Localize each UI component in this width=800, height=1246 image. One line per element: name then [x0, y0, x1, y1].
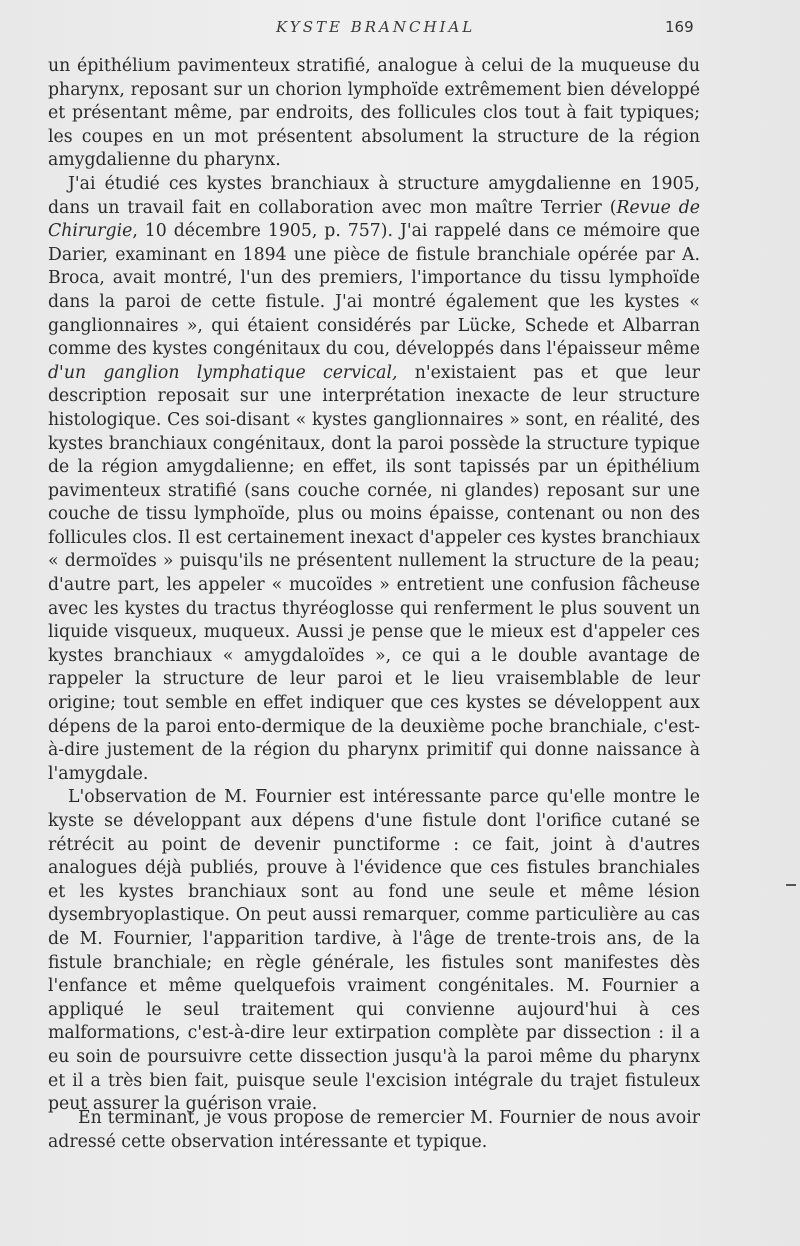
page-number: 169	[665, 18, 694, 36]
journal-citation: Revue de Chirurgie	[48, 197, 700, 242]
paragraph-3: L'observation de M. Fournier est intéressante parce qu'elle montre le kyste se développant aux dépens d'une fistule dont l'orifice cutané se rétrécit au point de devenir punctiforme : ce fait, joint à d'autres analogues déjà publiés, prouve à l'évidence que ces fistules branchiales et les kystes branchiaux sont au fond une seule et même lésion dysembryoplastique. On peut aussi remarquer, comme particulière au cas de M. Fournier, l'apparition tardive, à l'âge de trente-trois ans, de la fistule branchiale; en règle générale, les fistules sont manifestes dès l'enfance et même quelquefois vraiment congénitales. M. Fournier a appliqué le seul traitement qui convienne aujourd'hui à ces malformations, c'est-à-dire leur extirpation complète par dissection : il a eu soin de poursuivre cette dissection jusqu'à la paroi même du pharynx et il a très bien fait, puisque seule l'excision intégrale du trajet fistuleux peut assurer la guérison vraie.	[48, 787, 700, 1115]
emphasis-ganglion: d'un ganglion lymphatique cervical,	[48, 362, 398, 383]
paragraph-2-part-1: J'ai étudié ces kystes branchiaux à structure amygdalienne en 1905, dans un travail fait en collaboration avec mon maître Terrier (	[48, 173, 700, 218]
paragraph-2	[48, 173, 700, 786]
page-header	[0, 18, 800, 42]
paragraph-2-part-2: , 10 décembre 1905, p. 757). J'ai rappelé dans ce mémoire que Darier, examinant en 1894 une pièce de fistule branchiale opérée par A. Broca, avait montré, l'un des premiers, l'importance du tissu lymphoïde dans la paroi de cette fistule. J'ai montré également que les kystes « ganglionnaires », qui étaient considérés par Lücke, Schede et Albarran comme des kystes congénitaux du cou, développés dans l'épaisseur même	[48, 221, 700, 360]
main-text	[48, 55, 700, 1117]
paragraph-2-part-3: n'existaient pas et que leur description reposait sur une interprétation inexacte de leur structure histologique. Ces soi-disant « kystes ganglionnaires » sont, en réalité, des kystes branchiaux congénitaux, dont la paroi possède la structure typique de la région amygdalienne; en effet, ils sont tapissés par un épithélium pavimenteux stratifié (sans couche cornée, ni glandes) reposant sur une couche de tissu lymphoïde, plus ou moins épaisse, contenant ou non des follicules clos. Il est certainement inexact d'appeler ces kystes branchiaux « dermoïdes » puisqu'ils ne présentent nullement la structure de la peau; d'autre part, les appeler « mucoïdes » entretient une confusion fâcheuse avec les kystes du tractus thyréoglosse qui renferment le plus souvent un liquide visqueux, muqueux. Aussi je pense que le mieux est d'appeler ces kystes branchiaux « amygdaloïdes », ce qui a le double avantage de rappeler la structure de leur paroi et le lieu vraisemblable de leur origine; tout semble en effet indiquer que ces kystes se développent aux dépens de la paroi ento-dermique de la deuxième poche branchiale, c'est-à-dire justement de la région du pharynx primitif qui donne naissance à l'amygdale.	[48, 362, 701, 784]
margin-mark	[786, 884, 796, 886]
paragraph-4: En terminant, je vous propose de remercier M. Fournier de nous avoir adressé cette observation intéressante et typique.	[48, 1108, 700, 1152]
closing-text	[48, 1106, 700, 1154]
running-title: KYSTE BRANCHIAL	[276, 18, 476, 36]
paragraph-1: un épithélium pavimenteux stratifié, analogue à celui de la muqueuse du pharynx, reposant sur un chorion lymphoïde extrêmement bien développé et présentant même, par endroits, des follicules clos tout à fait typiques; les coupes en un mot présentent absolument la structure de la région amygdalienne du pharynx.	[48, 56, 700, 171]
